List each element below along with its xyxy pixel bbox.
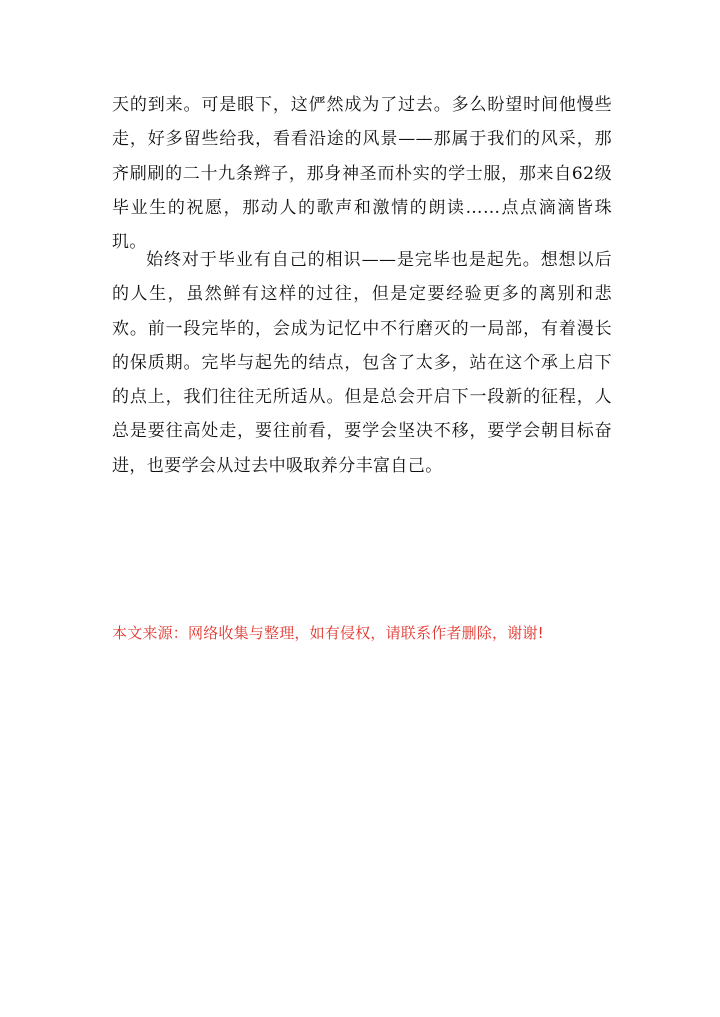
source-disclaimer: 本文来源：网络收集与整理，如有侵权，请联系作者删除，谢谢! [112, 624, 544, 642]
paragraph-graduation-reflection: 始终对于毕业有自己的相识——是完毕也是起先。想想以后的人生，虽然鲜有这样的过往，但是定要经验更多的离别和悲欢。前一段完毕的，会成为记忆中不行磨灭的一局部，有着漫长的保质期。完毕与起先的结点，包含了太多，站在这个承上启下的点上，我们往往无所适从。但是总会开启下一段新的征程，人总是要往高处走，要往前看，要学会坚决不移，要学会朝目标奋进，也要学会从过去中吸取养分丰富自己。 [112, 250, 612, 476]
paragraph-continuation: 天的到来。可是眼下，这俨然成为了过去。多么盼望时间他慢些走，好多留些给我，看看沿途的风景——那属于我们的风采，那齐刷刷的二十九条辫子，那身神圣而朴实的学士服，那来自62级毕业生的祝愿，那动人的歌声和激情的朗读……点点滴滴皆珠玑。 [112, 95, 612, 253]
